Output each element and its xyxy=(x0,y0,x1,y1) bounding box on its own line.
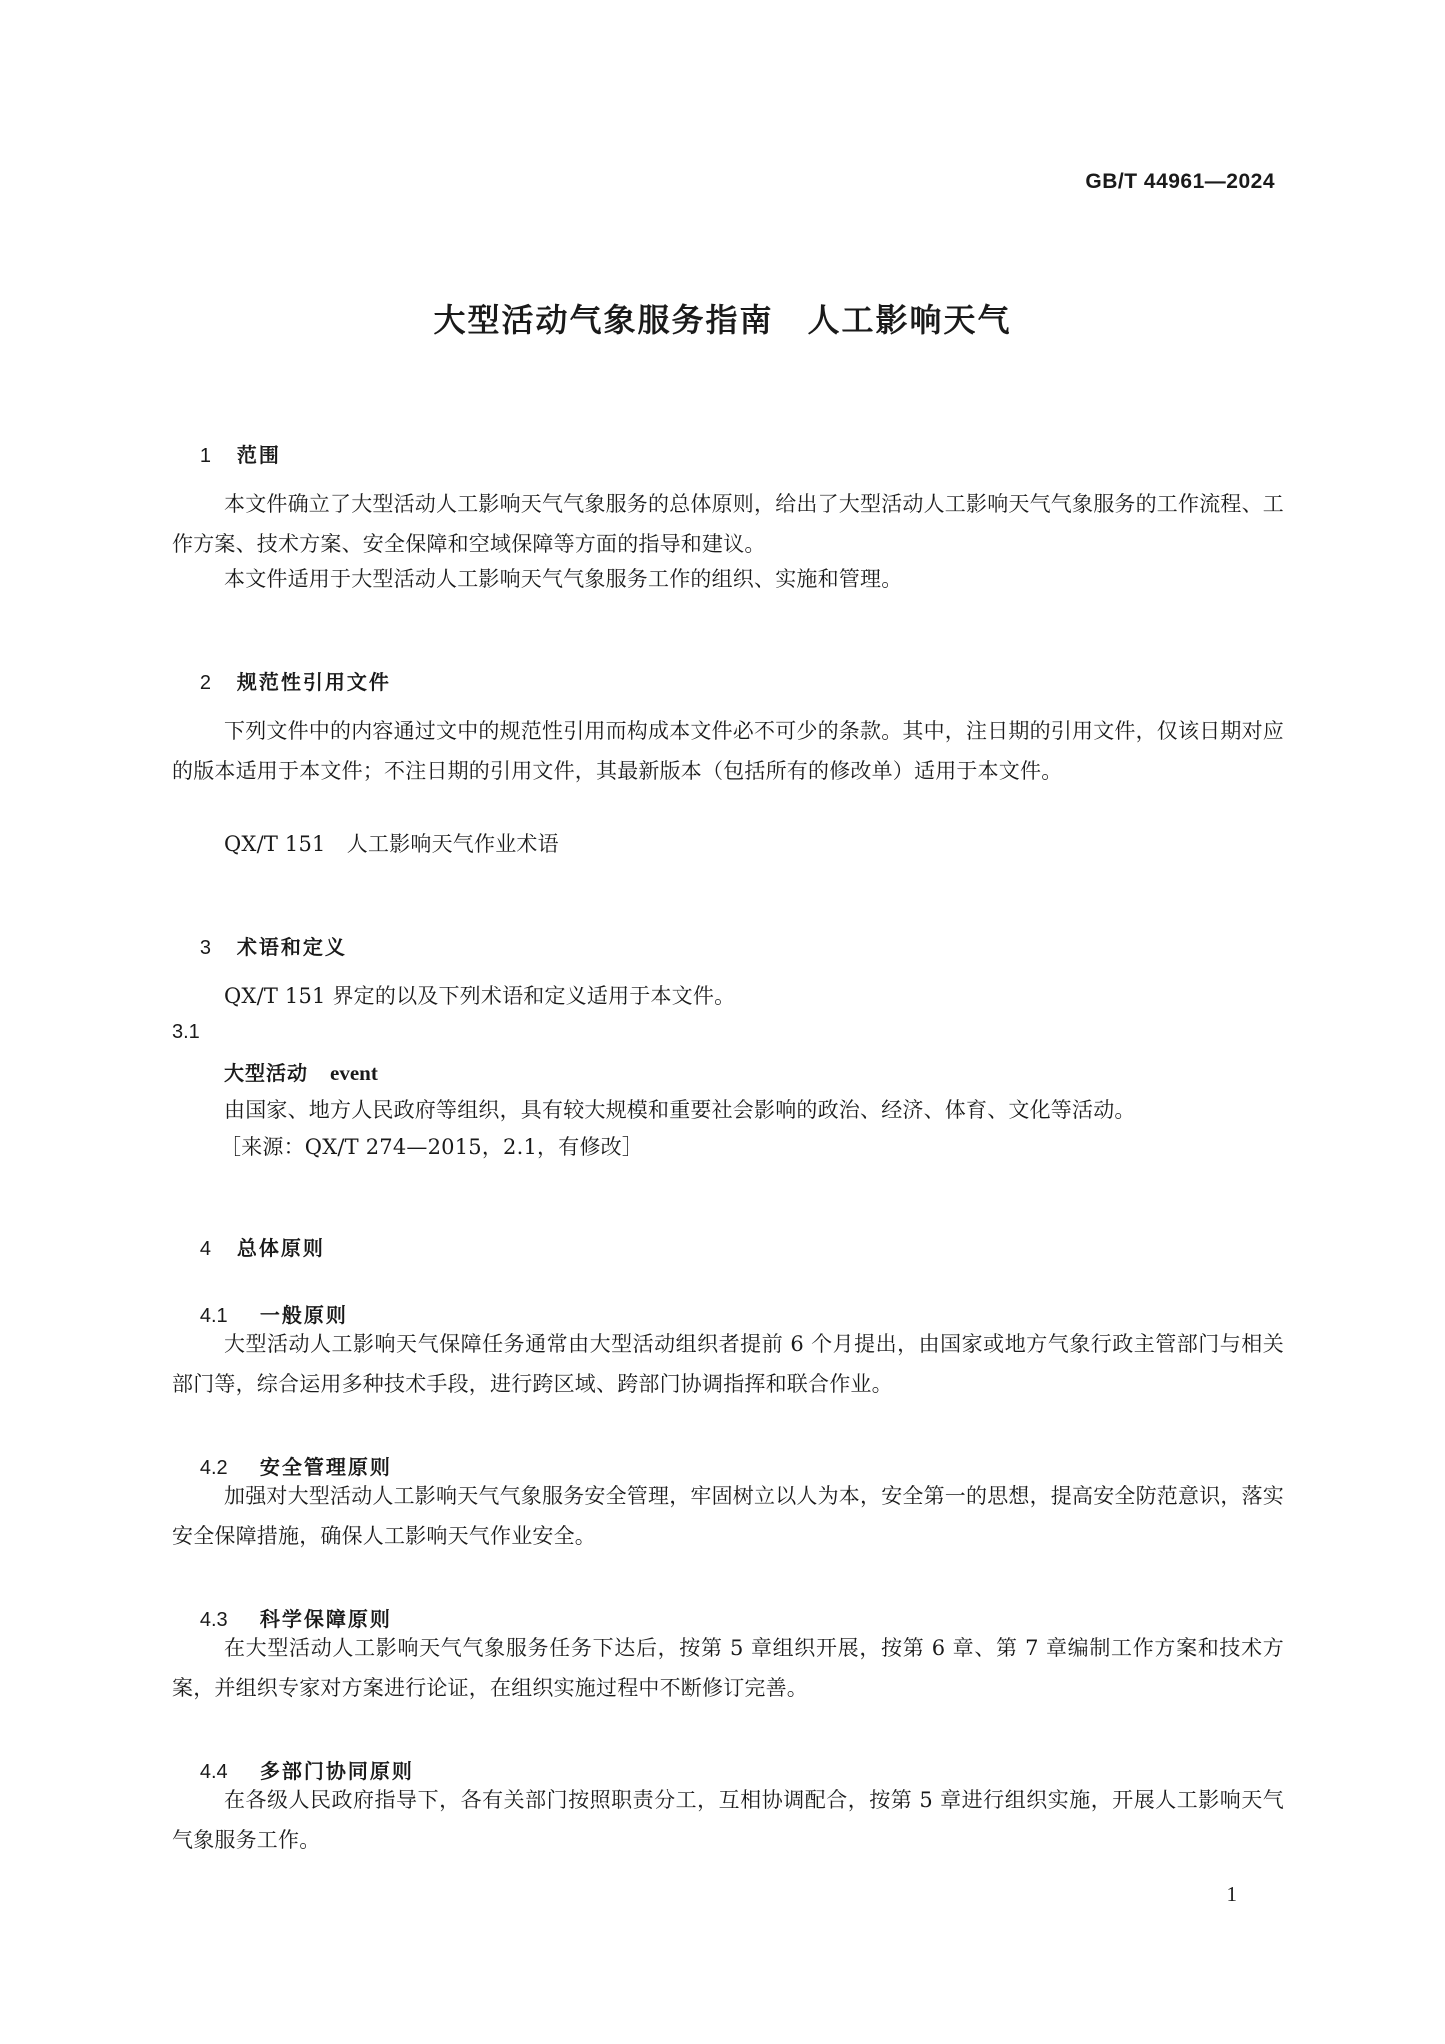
reference-entry: QX/T 151 人工影响天气作业术语 xyxy=(224,832,559,856)
page-number: 1 xyxy=(1226,1882,1237,1906)
paragraph: 大型活动人工影响天气保障任务通常由大型活动组织者提前 6 个月提出，由国家或地方气象行政主管部门与相关部门等，综合运用多种技术手段，进行跨区域、跨部门协调指挥和联合作业。 xyxy=(172,1332,1284,1396)
term-heading xyxy=(224,1057,378,1086)
paragraph: 本文件确立了大型活动人工影响天气气象服务的总体原则，给出了大型活动人工影响天气气象服务的工作流程、工作方案、技术方案、安全保障和空域保障等方面的指导和建议。 xyxy=(172,492,1284,556)
document-title: 大型活动气象服务指南 人工影响天气 xyxy=(433,301,1012,339)
section-heading-3 xyxy=(172,907,347,984)
section-heading-1 xyxy=(172,415,281,492)
section-title: 范围 xyxy=(236,443,281,467)
subsection-number: 4.2 xyxy=(199,1457,228,1479)
section-number: 3 xyxy=(199,937,211,959)
section-number: 1 xyxy=(199,445,211,467)
section-title: 规范性引用文件 xyxy=(236,670,391,694)
subsection-title: 安全管理原则 xyxy=(259,1455,392,1479)
section-heading-2 xyxy=(172,642,391,719)
subsection-title: 一般原则 xyxy=(259,1303,348,1327)
paragraph: 下列文件中的内容通过文中的规范性引用而构成本文件必不可少的条款。其中，注日期的引用文件，仅该日期对应的版本适用于本文件；不注日期的引用文件，其最新版本（包括所有的修改单）适用于本文件。 xyxy=(172,719,1284,783)
paragraph: 在各级人民政府指导下，各有关部门按照职责分工，互相协调配合，按第 5 章进行组织实施，开展人工影响天气气象服务工作。 xyxy=(172,1788,1284,1852)
section-title: 术语和定义 xyxy=(236,935,347,959)
subsection-title: 多部门协同原则 xyxy=(259,1759,414,1783)
subsection-number: 4.4 xyxy=(199,1761,228,1783)
term-number: 3.1 xyxy=(172,1021,200,1043)
term-en: event xyxy=(330,1061,378,1085)
term-zh: 大型活动 xyxy=(224,1061,308,1085)
subsection-number: 4.3 xyxy=(199,1609,228,1631)
term-source: ［来源：QX/T 274—2015，2.1，有修改］ xyxy=(220,1135,644,1159)
subsection-title: 科学保障原则 xyxy=(259,1607,392,1631)
subsection-number: 4.1 xyxy=(199,1305,228,1327)
section-number: 2 xyxy=(199,672,211,694)
paragraph: 加强对大型活动人工影响天气气象服务安全管理，牢固树立以人为本，安全第一的思想，提高安全防范意识，落实安全保障措施，确保人工影响天气作业安全。 xyxy=(172,1484,1284,1548)
document-code: GB/T 44961—2024 xyxy=(1085,170,1275,193)
paragraph: 在大型活动人工影响天气气象服务任务下达后，按第 5 章组织开展，按第 6 章、第 7 章编制工作方案和技术方案，并组织专家对方案进行论证，在组织实施过程中不断修订完善。 xyxy=(172,1636,1284,1700)
section-heading-4 xyxy=(172,1208,325,1285)
paragraph: 本文件适用于大型活动人工影响天气气象服务工作的组织、实施和管理。 xyxy=(224,567,903,591)
term-definition: 由国家、地方人民政府等组织，具有较大规模和重要社会影响的政治、经济、体育、文化等活动。 xyxy=(224,1098,1136,1122)
paragraph: QX/T 151 界定的以及下列术语和定义适用于本文件。 xyxy=(224,984,736,1008)
section-number: 4 xyxy=(199,1238,211,1260)
section-title: 总体原则 xyxy=(236,1236,325,1260)
